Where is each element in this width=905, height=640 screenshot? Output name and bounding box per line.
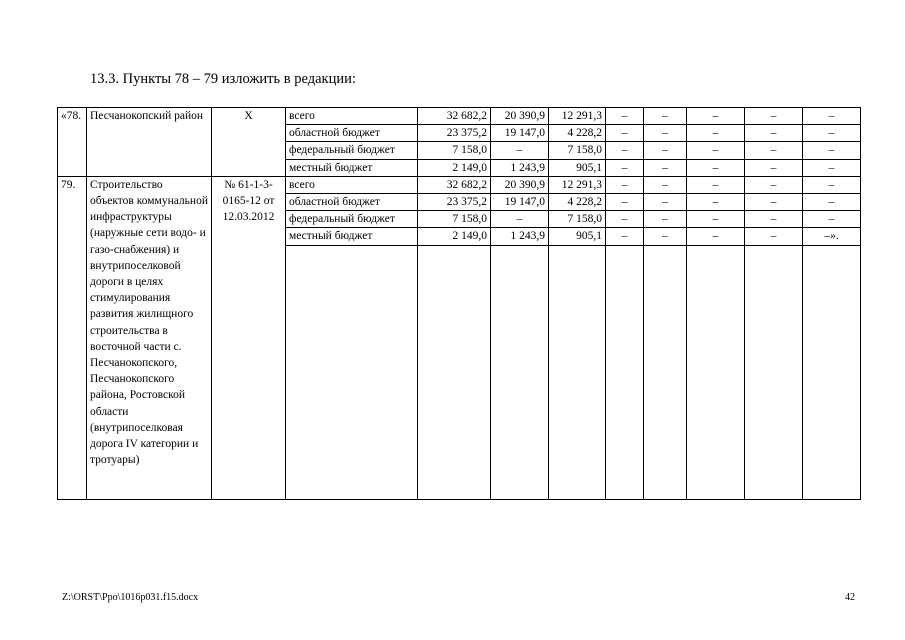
dash-cell: – — [606, 142, 644, 159]
page-number: 42 — [845, 592, 855, 603]
funding-source: областной бюджет — [286, 125, 418, 142]
total-value: 23 375,2 — [418, 194, 491, 211]
value-2: 1 243,9 — [491, 228, 549, 245]
dash-cell: – — [803, 176, 861, 193]
value-2: – — [491, 142, 549, 159]
dash-cell: – — [687, 194, 745, 211]
dash-cell: – — [803, 142, 861, 159]
value-3: 7 158,0 — [549, 211, 606, 228]
funding-source: местный бюджет — [286, 159, 418, 176]
value-3: 7 158,0 — [549, 142, 606, 159]
blank-cell — [549, 245, 606, 499]
dash-cell: – — [803, 194, 861, 211]
dash-cell: – — [644, 125, 687, 142]
dash-cell: – — [687, 159, 745, 176]
blank-cell — [491, 245, 549, 499]
funding-source: федеральный бюджет — [286, 142, 418, 159]
value-3: 12 291,3 — [549, 176, 606, 193]
value-3: 12 291,3 — [549, 108, 606, 125]
blank-cell — [745, 245, 803, 499]
value-2: 19 147,0 — [491, 194, 549, 211]
dash-cell: – — [644, 159, 687, 176]
dash-cell: – — [745, 108, 803, 125]
dash-cell: – — [687, 108, 745, 125]
total-value: 2 149,0 — [418, 159, 491, 176]
dash-cell: – — [687, 228, 745, 245]
dash-cell: – — [606, 228, 644, 245]
dash-cell: – — [644, 108, 687, 125]
dash-cell: – — [803, 125, 861, 142]
dash-cell: – — [606, 159, 644, 176]
blank-cell — [606, 245, 644, 499]
dash-cell: – — [687, 211, 745, 228]
dash-cell: – — [606, 108, 644, 125]
dash-cell: – — [687, 125, 745, 142]
total-value: 7 158,0 — [418, 142, 491, 159]
blank-cell — [644, 245, 687, 499]
table-row — [58, 176, 861, 193]
item-document: № 61-1-3-0165-12 от 12.03.2012 — [212, 176, 286, 499]
value-3: 4 228,2 — [549, 194, 606, 211]
total-value: 2 149,0 — [418, 228, 491, 245]
value-2: 1 243,9 — [491, 159, 549, 176]
dash-cell: – — [644, 194, 687, 211]
value-3: 905,1 — [549, 159, 606, 176]
dash-cell: – — [644, 142, 687, 159]
item-name: Песчанокопский район — [87, 108, 212, 177]
item-document: Х — [212, 108, 286, 177]
dash-cell: – — [745, 228, 803, 245]
total-value: 23 375,2 — [418, 125, 491, 142]
dash-cell: – — [803, 159, 861, 176]
total-value: 32 682,2 — [418, 108, 491, 125]
item-name: Строительство объектов коммунальной инфраструктуры (наружные сети водо- и газо-снабжения) и внутрипоселковой дороги в целях стимулирования развития жилищного строительства в восточной части с. Песчанокопского, Песчанокопского района, Ростовской области (внутрипоселковая дорога IV категории и тротуары) — [87, 176, 212, 499]
funding-source: всего — [286, 108, 418, 125]
dash-cell: –». — [803, 228, 861, 245]
funding-source: областной бюджет — [286, 194, 418, 211]
value-3: 4 228,2 — [549, 125, 606, 142]
dash-cell: – — [745, 125, 803, 142]
dash-cell: – — [687, 176, 745, 193]
total-value: 32 682,2 — [418, 176, 491, 193]
dash-cell: – — [644, 211, 687, 228]
dash-cell: – — [745, 194, 803, 211]
dash-cell: – — [745, 176, 803, 193]
dash-cell: – — [687, 142, 745, 159]
value-2: – — [491, 211, 549, 228]
blank-cell — [803, 245, 861, 499]
dash-cell: – — [644, 176, 687, 193]
blank-cell — [286, 245, 418, 499]
dash-cell: – — [606, 176, 644, 193]
dash-cell: – — [803, 108, 861, 125]
dash-cell: – — [606, 211, 644, 228]
funding-source: всего — [286, 176, 418, 193]
blank-cell — [418, 245, 491, 499]
funding-source: местный бюджет — [286, 228, 418, 245]
value-2: 20 390,9 — [491, 176, 549, 193]
total-value: 7 158,0 — [418, 211, 491, 228]
dash-cell: – — [644, 228, 687, 245]
dash-cell: – — [745, 211, 803, 228]
program-table — [57, 107, 861, 500]
dash-cell: – — [745, 159, 803, 176]
value-3: 905,1 — [549, 228, 606, 245]
table-row — [58, 108, 861, 125]
dash-cell: – — [606, 194, 644, 211]
item-number: «78. — [58, 108, 87, 177]
value-2: 19 147,0 — [491, 125, 549, 142]
funding-source: федеральный бюджет — [286, 211, 418, 228]
value-2: 20 390,9 — [491, 108, 549, 125]
blank-cell — [687, 245, 745, 499]
dash-cell: – — [606, 125, 644, 142]
section-heading: 13.3. Пункты 78 – 79 изложить в редакции: — [90, 71, 356, 87]
file-path: Z:\ORST\Ppo\1016p031.f15.docx — [62, 592, 199, 603]
dash-cell: – — [803, 211, 861, 228]
item-number: 79. — [58, 176, 87, 499]
dash-cell: – — [745, 142, 803, 159]
